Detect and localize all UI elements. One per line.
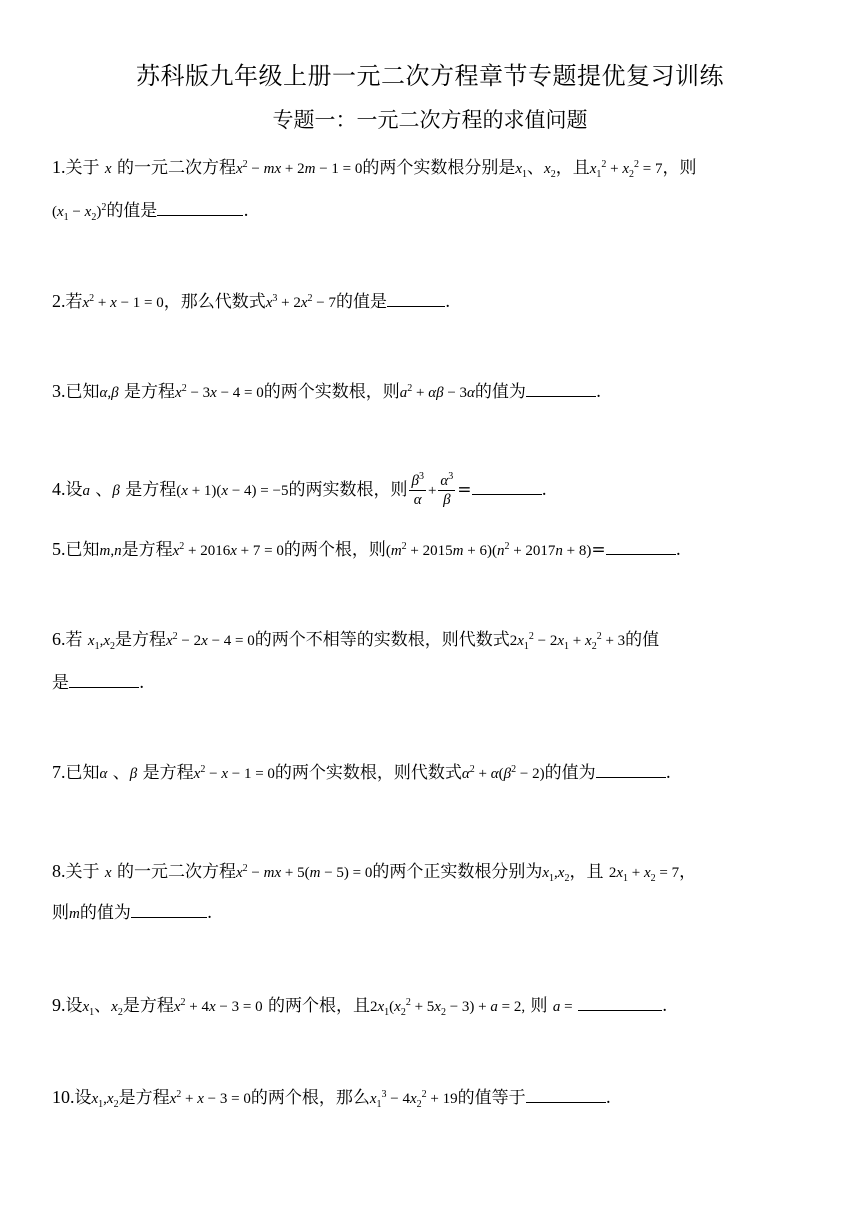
question-text: 的两个根，则: [283, 540, 386, 560]
math-expression: x: [104, 161, 112, 177]
page-title: 苏科版九年级上册一元二次方程章节专题提优复习训练: [136, 62, 724, 90]
question-text: 的两实数根，则: [288, 480, 408, 500]
math-expression: $x_2$: [544, 161, 556, 180]
question-text: 的两个不相等的实数根，则代数式: [254, 630, 510, 650]
question-text: 的值是: [336, 292, 388, 312]
math-expression: $(m^2 + 2015m + 6)(n^2 + 2017n + 8)$: [385, 541, 592, 559]
question-text: .: [675, 540, 682, 560]
question-7: [52, 753, 812, 793]
math-expression: (x + 1)(x − 4) = −5: [176, 483, 289, 499]
math-expression: $x^2 + x - 3 = 0$: [169, 1089, 251, 1107]
question-number: 10.: [52, 1087, 75, 1107]
question-text: .: [243, 201, 249, 221]
question-text: .: [662, 996, 668, 1016]
question-text: =: [457, 480, 472, 500]
question-text: .: [605, 1088, 612, 1108]
math-expression: α,β: [99, 385, 119, 401]
question-text: 设: [65, 996, 83, 1016]
math-expression: $x_1,x_2$: [87, 633, 115, 652]
math-expression: $x^3 + 2x^2 - 7$: [265, 293, 337, 311]
question-text: 的值等于: [457, 1088, 526, 1108]
question-text: 是方程: [121, 540, 173, 560]
question-number: 7.: [52, 762, 66, 782]
question-text: 的两个实数根，则代数式: [274, 763, 462, 783]
question-8-continued: [52, 894, 812, 933]
question-text: 则: [52, 903, 69, 923]
question-text: 则: [530, 996, 548, 1016]
math-expression: m,n: [99, 543, 122, 559]
question-3: [52, 372, 812, 412]
question-8: [52, 852, 812, 892]
question-text: 的值为: [79, 903, 131, 923]
math-expression: $x^2 - 3x - 4 = 0$: [175, 383, 264, 401]
question-text: 的值为: [474, 382, 526, 402]
question-text: 是方程: [142, 763, 194, 783]
question-text: ，那么代数式: [163, 292, 266, 312]
question-5: [52, 530, 812, 570]
math-expression: α: [99, 766, 108, 782]
math-expression: a: [82, 483, 90, 499]
question-text: 若: [65, 630, 83, 650]
question-1-continued: [52, 192, 812, 231]
answer-blank[interactable]: [387, 288, 445, 307]
question-text: 的两个根，那么: [250, 1088, 370, 1108]
math-expression: $(x_1 - x_2)^2$: [52, 202, 107, 223]
answer-blank[interactable]: [131, 899, 207, 918]
math-expression: $x^2 + 4x - 3 = 0$: [173, 997, 263, 1015]
question-text: 设: [65, 480, 83, 500]
question-text: 的两个实数根，则: [263, 382, 400, 402]
question-text: 的值为: [544, 763, 596, 783]
section-title: 专题一：一元二次方程的求值问题: [272, 108, 588, 132]
question-text: 的值是: [106, 201, 158, 221]
question-text: ，: [679, 862, 697, 882]
question-number: 1.: [52, 157, 66, 177]
question-number: 6.: [52, 629, 66, 649]
question-text: 、: [94, 996, 112, 1016]
math-expression: $x^2 - x - 1 = 0$: [193, 764, 275, 782]
math-expression: m: [69, 906, 80, 922]
question-text: 是方程: [125, 480, 177, 500]
question-text: 的一元二次方程: [116, 862, 236, 882]
math-expression: $x_1$: [515, 161, 528, 180]
question-number: 5.: [52, 539, 66, 559]
question-number: 4.: [52, 479, 66, 499]
math-expression: $x^2$ − mx + 5(m − 5) = 0: [235, 863, 373, 881]
answer-blank[interactable]: [596, 759, 666, 778]
question-text: 的两个实数根分别是: [362, 158, 516, 178]
question-6-continued: [52, 664, 812, 702]
question-text: .: [595, 382, 602, 402]
question-text: 设: [74, 1088, 92, 1108]
question-text: 的一元二次方程: [116, 158, 236, 178]
fraction-alpha-cubed-over-beta: $\frac{\alpha^3}{\beta}$: [440, 471, 454, 508]
question-text: 的两个正实数根分别为: [372, 862, 543, 882]
question-text: .: [665, 763, 671, 783]
math-expression: $2x_1^2 - 2x_1 + x_2^2 + 3$: [509, 631, 626, 652]
answer-blank[interactable]: [472, 476, 542, 495]
math-expression: $x^2 + 2016x + 7 = 0$: [172, 541, 284, 559]
question-9: [52, 986, 812, 1026]
question-text: .: [139, 673, 145, 693]
math-expression: $x_1,x_2$: [542, 865, 570, 884]
question-text: 的值: [625, 630, 660, 650]
math-expression: $x_1^3 - 4x_2^2 + 19$: [369, 1089, 458, 1110]
math-expression: a =: [552, 999, 573, 1015]
math-expression: β: [129, 766, 138, 782]
question-text: 是方程: [115, 630, 166, 650]
question-text: 关于: [65, 158, 100, 178]
question-number: 9.: [52, 995, 66, 1015]
question-1: [52, 148, 812, 188]
question-text: ，则: [662, 158, 697, 178]
math-expression: $2x_1(x_2^2 + 5x_2 - 3) + a = 2$,: [369, 997, 526, 1018]
math-expression: $x^2 - 2x - 4 = 0$: [166, 631, 255, 649]
math-expression: $\alpha^2 + \alpha(\beta^2 - 2)$: [461, 764, 545, 782]
question-text: 已知: [65, 763, 100, 783]
question-number: 3.: [52, 381, 66, 401]
answer-blank[interactable]: [606, 536, 676, 555]
math-expression: $x_1$: [82, 999, 95, 1018]
answer-blank[interactable]: [578, 992, 662, 1011]
answer-blank[interactable]: [157, 197, 243, 216]
math-expression: $x_1,x_2$: [91, 1091, 119, 1110]
question-2: [52, 282, 812, 322]
question-text: 的两个根，且: [267, 996, 370, 1016]
math-expression: $x^2$ − mx + 2m − 1 = 0: [235, 159, 363, 177]
math-expression: $x^2 + x - 1 = 0$: [82, 293, 164, 311]
question-text: =: [591, 540, 606, 560]
question-text: 若: [65, 292, 83, 312]
question-4: [52, 470, 812, 510]
math-expression: $2x_1 + x_2 = 7$: [608, 865, 680, 884]
question-text: 已知: [65, 540, 100, 560]
question-text: 是: [52, 673, 69, 693]
question-text: ，且: [569, 862, 604, 882]
answer-blank[interactable]: [69, 669, 139, 688]
fraction-beta-cubed-over-alpha: $\frac{\beta^3}{\alpha}$: [411, 471, 424, 508]
answer-blank[interactable]: [526, 378, 596, 397]
math-expression: x: [104, 865, 112, 881]
question-text: 、: [112, 763, 130, 783]
question-text: 、: [527, 158, 545, 178]
answer-blank[interactable]: [526, 1084, 606, 1103]
math-expression: β: [112, 483, 120, 499]
question-text: 是方程: [124, 382, 176, 402]
question-text: 、: [95, 480, 113, 500]
question-10: [52, 1078, 812, 1118]
math-expression: $x_2$: [111, 999, 123, 1018]
question-text: 是方程: [122, 996, 174, 1016]
question-text: .: [206, 903, 213, 923]
question-text: .: [445, 292, 451, 312]
question-text: ，且: [555, 158, 590, 178]
math-expression: $x_1^2 + x_2^2 = 7$: [589, 159, 663, 180]
question-number: 8.: [52, 861, 66, 881]
question-text: 是方程: [118, 1088, 170, 1108]
question-text: 关于: [65, 862, 100, 882]
question-6: [52, 620, 812, 660]
question-number: 2.: [52, 291, 66, 311]
question-text: .: [541, 480, 547, 500]
math-expression: $a^2 + \alpha\beta - 3\alpha$: [399, 383, 475, 401]
math-expression: +: [427, 483, 437, 499]
question-text: 已知: [65, 382, 100, 402]
